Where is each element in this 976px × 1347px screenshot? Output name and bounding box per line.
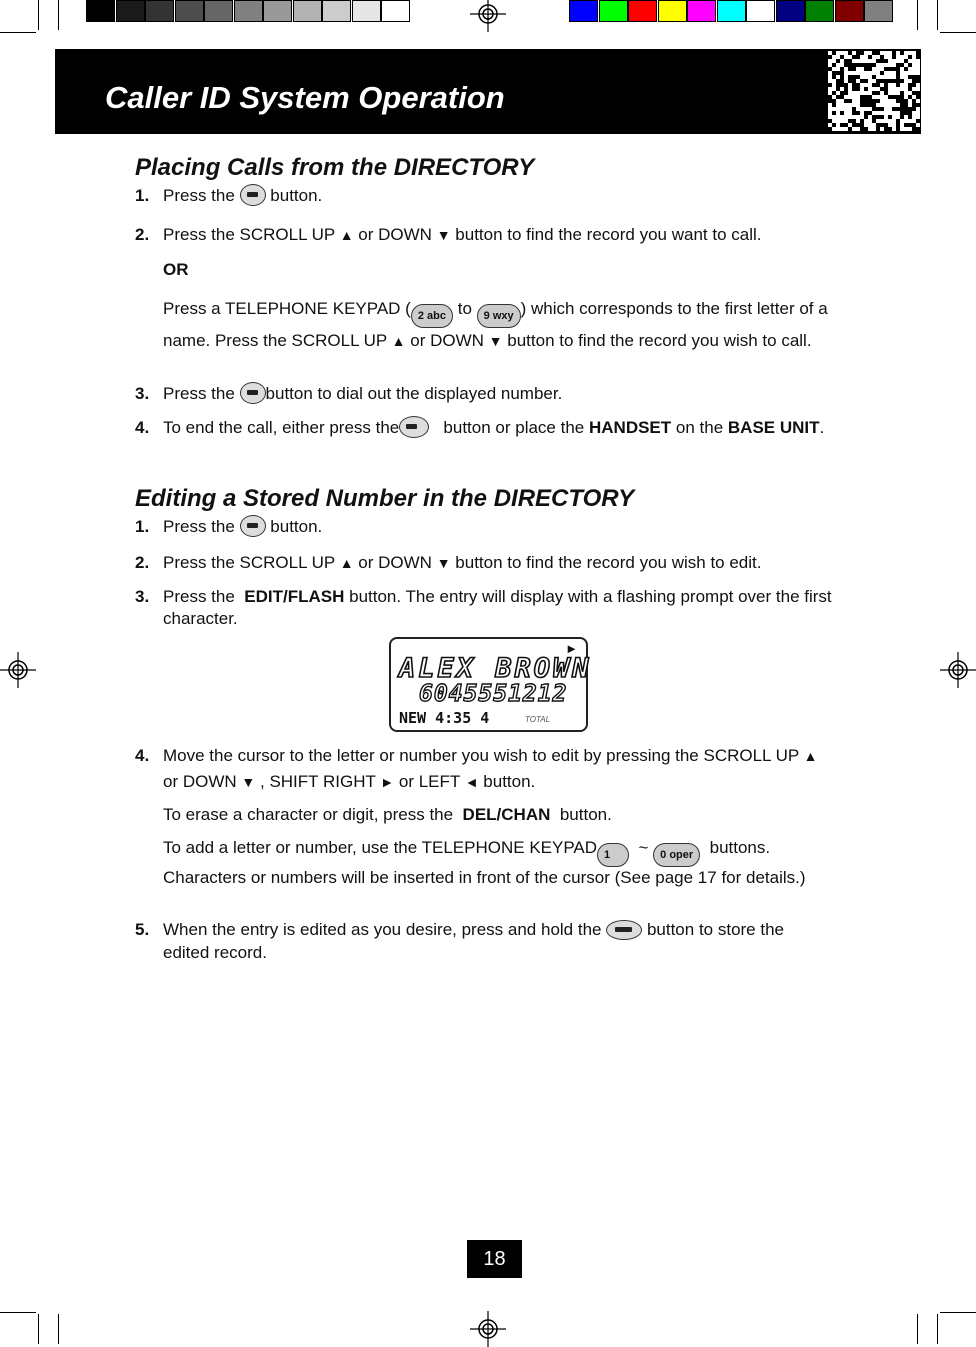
talk-button-icon (240, 382, 266, 404)
step-text: or DOWN (163, 772, 237, 791)
right-arrow-icon: ► (380, 774, 395, 790)
step-number: 4. (135, 418, 150, 437)
color-swatch (322, 0, 351, 22)
step-text: Move the cursor to the letter or number you wish to edit by pressing the SCROLL UP (163, 746, 799, 765)
up-arrow-icon: ▲ (391, 333, 406, 349)
keypad-9-icon: 9 wxy (477, 304, 521, 328)
step-text: When the entry is edited as you desire, press and hold the (163, 920, 602, 939)
step-text: DEL/CHAN (462, 805, 551, 824)
step-text: buttons. Characters or numbers will be inserted in front of the cursor (See page 17 for details.) (163, 838, 806, 887)
step-text: Press the (163, 186, 235, 205)
color-swatch (234, 0, 263, 22)
color-swatch (175, 0, 204, 22)
step-text: button or place the (443, 418, 585, 437)
step-number: 3. (135, 587, 150, 606)
keypad-1-icon: 1 (597, 843, 629, 867)
list-item (163, 296, 835, 354)
step-text: Press the SCROLL UP (163, 553, 335, 572)
step-text: To end the call, either press the (163, 418, 400, 437)
color-swatch (86, 0, 115, 22)
keypad-0-icon: 0 oper (653, 843, 700, 867)
step-text: button. (483, 772, 536, 791)
color-swatch (687, 0, 716, 22)
crop-mark (917, 1314, 918, 1344)
directory-button-icon (606, 920, 642, 940)
step-text: button. The entry will display with a flashing prompt over the first character. (163, 587, 832, 628)
up-arrow-icon: ▲ (803, 748, 818, 764)
lcd-number: 6045551212 (419, 681, 568, 707)
step-text: button to find the record you wish to call. (507, 331, 812, 350)
lcd-name: ALEX BROWN (399, 653, 592, 684)
lcd-status: NEW 4:35 4 (399, 709, 490, 727)
step-text: HANDSET (588, 418, 672, 437)
color-swatch (717, 0, 746, 22)
step-text: Press a TELEPHONE KEYPAD ( (163, 299, 411, 318)
registration-mark-icon (940, 652, 976, 688)
step-text: EDIT/FLASH (244, 587, 345, 606)
step-number: 3. (135, 384, 150, 403)
color-swatch (569, 0, 598, 22)
crop-mark (38, 1314, 39, 1344)
keypad-2-icon: 2 abc (411, 304, 453, 328)
color-swatch (658, 0, 687, 22)
color-swatch (145, 0, 174, 22)
color-swatch (116, 0, 145, 22)
crop-mark (58, 0, 59, 30)
left-arrow-icon: ◄ (464, 774, 479, 790)
step-text: or DOWN (410, 331, 484, 350)
step-text: Press the (163, 517, 235, 536)
step-text: Press the (163, 384, 235, 403)
down-arrow-icon: ▼ (241, 774, 256, 790)
color-swatch (805, 0, 834, 22)
color-swatch (599, 0, 628, 22)
step-text: , SHIFT RIGHT (260, 772, 376, 791)
crop-mark (937, 1314, 938, 1344)
crop-mark (937, 0, 938, 30)
step-text: button to find the record you want to call. (455, 225, 762, 244)
step-text: or DOWN (358, 553, 432, 572)
or-separator: OR (163, 260, 189, 279)
down-arrow-icon: ▼ (436, 227, 451, 243)
color-swatch (864, 0, 893, 22)
down-arrow-icon: ▼ (436, 555, 451, 571)
color-swatch (628, 0, 657, 22)
color-swatch (746, 0, 775, 22)
list-item (163, 803, 835, 827)
tilde-separator: ~ (638, 838, 649, 857)
step-text: button to find the record you wish to edit. (455, 553, 762, 572)
crop-mark (38, 0, 39, 30)
step-text: button to dial out the displayed number. (265, 384, 563, 403)
crop-mark (0, 1312, 36, 1313)
registration-mark-icon (470, 1311, 506, 1347)
up-arrow-icon: ▲ (339, 227, 354, 243)
talk-button-icon (399, 416, 429, 438)
step-number: 2. (135, 553, 150, 572)
section-heading: Placing Calls from the DIRECTORY (135, 154, 535, 181)
crop-mark (0, 32, 36, 33)
directory-button-icon (240, 515, 266, 537)
step-text: To add a letter or number, use the TELEPHONE KEYPAD (163, 838, 598, 857)
up-arrow-icon: ▲ (339, 555, 354, 571)
crop-mark (58, 1314, 59, 1344)
step-number: 1. (135, 186, 150, 205)
color-swatch (381, 0, 410, 22)
step-number: 1. (135, 517, 150, 536)
color-swatch (204, 0, 233, 22)
directory-button-icon (240, 184, 266, 206)
color-swatch (835, 0, 864, 22)
registration-mark-icon (470, 0, 506, 32)
color-swatch (776, 0, 805, 22)
step-text: to (457, 299, 472, 318)
step-number: 4. (135, 746, 150, 765)
step-number: 5. (135, 920, 150, 939)
right-arrow-icon: ► (565, 641, 578, 656)
registration-mark-icon (0, 652, 36, 688)
step-text: BASE UNIT (727, 418, 820, 437)
page-number: 18 (467, 1240, 522, 1278)
step-text: or LEFT (398, 772, 460, 791)
step-text: To erase a character or digit, press the (163, 805, 454, 824)
section-heading: Editing a Stored Number in the DIRECTORY (135, 485, 635, 512)
step-text: . (819, 418, 825, 437)
step-text: button. (270, 517, 323, 536)
step-text: ) which corresponds to the first letter of a name. Press the SCROLL UP (163, 299, 828, 350)
color-swatch (352, 0, 381, 22)
step-text: button. (270, 186, 323, 205)
lcd-total-label: TOTAL (525, 715, 551, 724)
step-text: Press the (163, 587, 235, 606)
step-text: or DOWN (358, 225, 432, 244)
crop-mark (917, 0, 918, 30)
crop-mark (940, 1312, 976, 1313)
step-number: 2. (135, 225, 150, 244)
lcd-display (389, 637, 592, 732)
step-text: button. (559, 805, 612, 824)
step-text: Press the SCROLL UP (163, 225, 335, 244)
step-text: button to store the edited record. (163, 920, 784, 962)
list-item (163, 837, 835, 889)
color-swatch (263, 0, 292, 22)
barcode-pattern-icon (828, 50, 920, 132)
step-text: on the (675, 418, 724, 437)
color-swatch (293, 0, 322, 22)
crop-mark (940, 32, 976, 33)
page-title: Caller ID System Operation (105, 80, 505, 115)
down-arrow-icon: ▼ (488, 333, 503, 349)
